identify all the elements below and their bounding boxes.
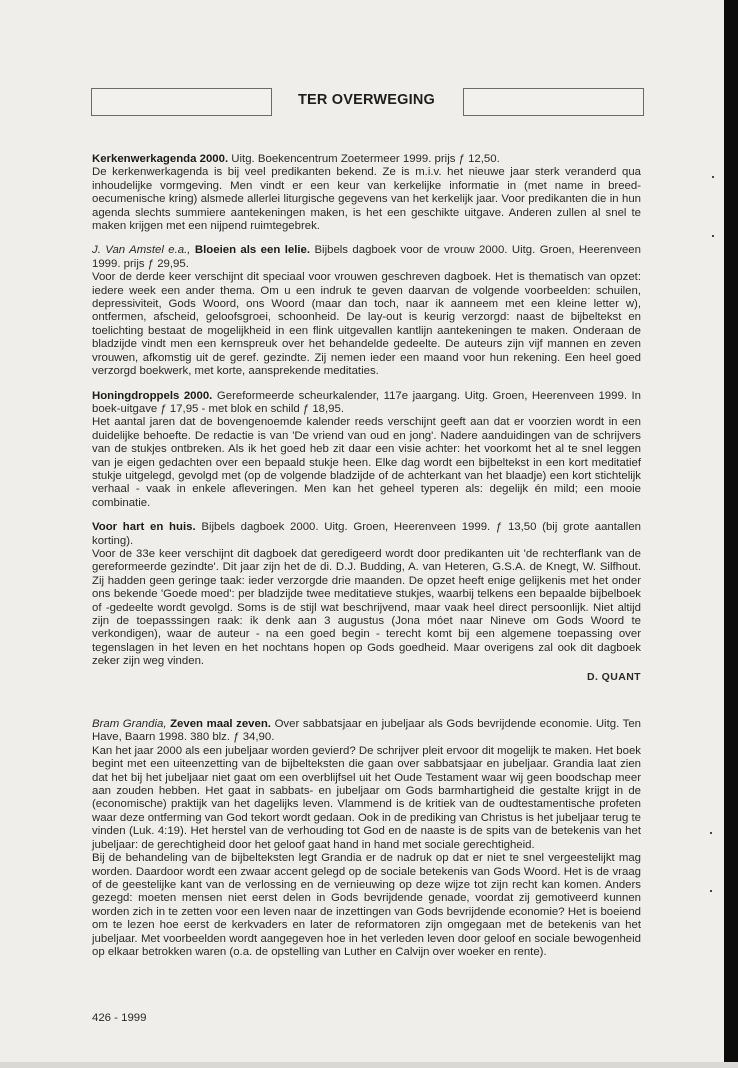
review-meta: Bijbels dagboek 2000. Uitg. Groen, Heerenveen 1999. ƒ 13,50 (bij grote aantallen korting). (92, 521, 641, 547)
review-author: J. Van Amstel e.a., (92, 244, 191, 257)
review-bloeien-als-een-lelie (92, 244, 641, 378)
review-meta: Over sabbatsjaar en jubeljaar als Gods bevrijdende economie. Uitg. Ten Have, Baarn 1998. 380 blz. ƒ 34,90. (92, 718, 641, 744)
scan-border-right (724, 0, 738, 1068)
reviewer-signature: D. QUANT (587, 670, 641, 683)
page-number: 426 - 1999 (92, 1012, 147, 1024)
review-kerkenwerkagenda (92, 153, 641, 233)
review-body-continued: Bij de behandeling van de bijbelteksten legt Grandia er de nadruk op dat er niet te snel vergeestelijkt mag worden. Daardoor wordt een zwaar accent gelegd op de sociale betekenis van Gods Woord. Het is de vraag of de geestelijke kant van de verlossing en de vernieuwing op deze wijze tot zijn recht kan komen. Anders gezegd: moeten mensen niet eerst delen in Gods bevrijdende genade, voordat zij gemotiveerd kunnen worden zich in te zetten voor een leven naar de inzettingen van Gods bevrijdende economie? Het is boeiend om te lezen hoe eerst de kerkvaders en later de reformatoren zijn omgegaan met de betekenis van het jubeljaar. Met voorbeelden wordt aangegeven hoe in het verleden leven door geloof en sociale bewogenheid op elkaar betrokken waren (o.a. de opstelling van Luther en Calvijn over woeker en rente). (92, 852, 641, 958)
review-author: Bram Grandia, (92, 718, 167, 731)
review-title: Kerkenwerkagenda 2000. (92, 153, 229, 165)
scan-speck (710, 890, 712, 892)
scan-speck (712, 235, 714, 237)
review-voor-hart-en-huis (92, 521, 641, 668)
review-body: Het aantal jaren dat de bovengenoemde kalender reeds verschijnt geeft aan dat er voorzien wordt in een duidelijke behoefte. De redactie is van 'De vriend van oud en jong'. Nadere aanduidingen van de schrijvers van de stukjes ontbreken. Als ik het goed heb zit daar een visie achter: het voorkomt het al te snel leggen van je eigen gedachten over een bepaald stukje heen. Elke dag wordt een bijbeltekst in een kort meditatief stukje uitgelegd, gevolgd met (op de volgende bladzijde of de achterkant van het blaadje) een kort stichtelijk verhaal - vaak in enkele afleveringen. Men kan het geheel typeren als: degelijk én mild; een mooie combinatie. (92, 416, 641, 509)
review-body: Voor de 33e keer verschijnt dit dagboek dat geredigeerd wordt door predikanten uit 'de rechterflank van de gereformeerde gezindte'. Dit jaar zijn het de di. D.J. Budding, A. van Heteren, G.S.A. de Knegt, W. Silfhout. Zij hadden geen geringe taak: ieder verzorgde drie maanden. De opzet heeft enige gelijkenis met het onder ons bekende 'Goede moed': per bladzijde twee meditatieve stukjes, waarbij telkens een bepaalde bijbelboek of -gedeelte wordt gevolgd. Soms is de stijl wat beschrijvend, maar vaak heel direct persoonlijk. Niet altijd zijn de toepasssingen raak: ik denk aan 3 augustus (Jona móet naar Nineve om Gods Woord te verkondigen), waar de auteur - na een goed begin - terecht komt bij een algemene toepassing over tegenslagen in het leven en het nochtans hopen op Gods goedheid. Maar overigens zal ook dit dagboek zeker zijn weg vinden. (92, 547, 641, 668)
section-header (91, 88, 642, 116)
review-body: De kerkenwerkagenda is bij veel predikanten bekend. Ze is m.i.v. het nieuwe jaar sterk veranderd qua inhoudelijke vormgeving. Men vindt er een keur van kerkelijke informatie in (met name in breed-oecumenische kring) alsmede allerlei liturgische gegevens van het kerkelijk jaar. Voor predikanten die in hun agenda slechts summiere aantekeningen maken, is het een geschikte uitgave. Anderen zullen al snel te maken krijgen met een nijpend ruimtegebrek. (92, 166, 641, 233)
review-title: Bloeien als een lelie. (194, 244, 311, 257)
review-zeven-maal-zeven (92, 718, 641, 959)
review-body: Kan het jaar 2000 als een jubeljaar worden gevierd? De schrijver pleit ervoor dit mogelijk te maken. Het boek begint met een uiteenzetting van de bijbelteksten die gaan over sabbatsjaar en jubeljaar. Grandia laat zien dat het bij het jubeljaar niet gaat om een overblijfsel uit het Oude Testament waar wij geen boodschap meer aan zouden hebben. Het gaat in sabbats- en jubeljaar om Gods barmhartigheid die gestalte krijgt in de (economische) praktijk van het dagelijks leven. Vlammend is de kritiek van de oudtestamentische profeten waar deze ontferming van God tekort wordt gedaan. Ook in de prediking van Christus is het jubeljaar terug te vinden (Luk. 4:19). Het herstel van de verhouding tot God en de naaste is de spits van de betekenis van het jubeljaar: de gerechtigheid door het geloof gaat hand in hand met sociale gerechtigheid. (92, 744, 641, 851)
header-decor-box-right (463, 88, 644, 116)
review-meta: Uitg. Boekencentrum Zoetermeer 1999. prijs ƒ 12,50. (228, 153, 500, 165)
scan-speck (712, 176, 714, 178)
review-honingdroppels (92, 390, 641, 511)
scan-speck (710, 832, 712, 834)
review-title: Zeven maal zeven. (170, 718, 271, 731)
review-body: Voor de derde keer verschijnt dit speciaal voor vrouwen geschreven dagboek. Het is thematisch van opzet: iedere week een ander thema. Om u een indruk te geven daarvan de volgende voorbeelden: schuilen, depressiviteit, Gods Woord, ons Woord (maar dan toch, naar ik aanneem met een kleine letter w), ontfermen, afscheid, geloofsgroei, schoonheid. De lay-out is keurig verzorgd: naast de bijbeltekst en toelichting bestaat de mogelijkheid in een flink uitgevallen kantlijn aantekeningen te maken. Onderaan de bladzijde vindt men een kernspreuk over het behandelde gedeelte. De auteurs zijn vijf mannen en zeven vrouwen, afkomstig uit de geref. gezindte. Zij nemen ieder een maand voor hun rekening. Een heel goed verzorgd boekwerk, met korte, aansprekende meditaties. (92, 271, 641, 378)
review-meta: Gereformeerde scheurkalender, 117e jaargang. Uitg. Groen, Heerenveen 1999. In boek-uitgave ƒ 17,95 - met blok en schild ƒ 18,95. (92, 389, 642, 415)
review-title: Honingdroppels 2000. (92, 389, 213, 402)
section-title: TER OVERWEGING (297, 92, 436, 108)
reviews-column (92, 153, 641, 959)
review-meta: Bijbels dagboek voor de vrouw 2000. Uitg. Groen, Heerenveen 1999. prijs ƒ 29,95. (92, 244, 641, 270)
header-decor-box-left (91, 88, 272, 116)
scan-border-bottom (0, 1062, 738, 1068)
review-title: Voor hart en huis. (92, 521, 196, 534)
